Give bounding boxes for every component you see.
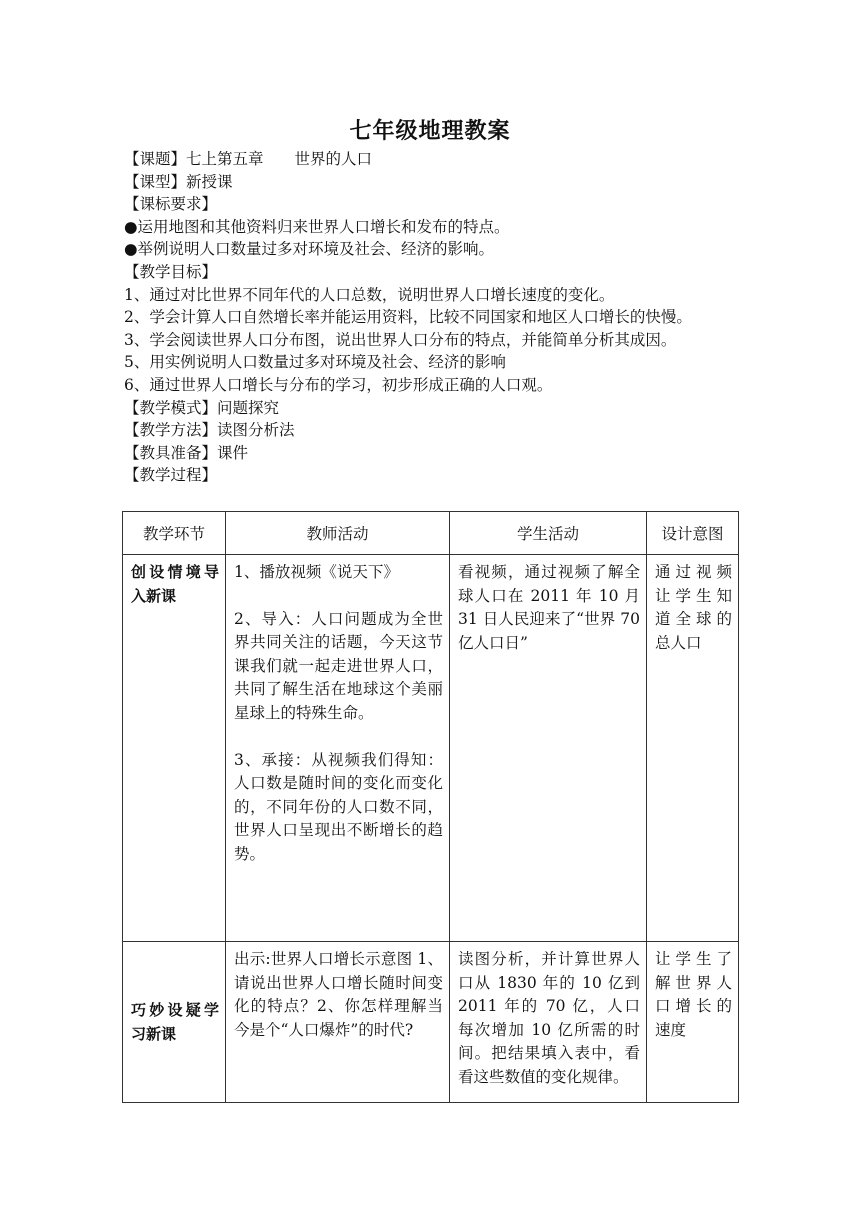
teacher-cell [226, 942, 450, 1103]
student-cell [450, 555, 647, 942]
teaching-process-table [122, 511, 739, 1103]
teacher-cell [226, 555, 450, 942]
meta-tools: 【教具准备】课件 [124, 443, 249, 462]
intent-cell [647, 942, 739, 1103]
teacher-step: 2、导入：人口问题成为全世界共同关注的话题，今天这节课我们就一起走进世界人口，共同了解生活在地球这个美丽星球上的特殊生命。 [234, 609, 443, 722]
meta-goal-6: 6、通过世界人口增长与分布的学习，初步形成正确的人口观。 [124, 375, 553, 394]
meta-goal-3: 3、学会阅读世界人口分布图，说出世界人口分布的特点，并能简单分析其成因。 [124, 330, 677, 349]
header-teacher: 教师活动 [226, 512, 450, 555]
meta-standards-heading: 【课标要求】 [124, 195, 218, 214]
meta-process-heading: 【教学过程】 [124, 466, 218, 485]
table-header-row [123, 512, 739, 555]
stage-cell [123, 555, 226, 942]
lesson-meta [124, 148, 744, 487]
header-student: 学生活动 [450, 512, 647, 555]
student-activity: 读图分析，并计算世界人口从 1830 年的 10 亿到 2011 年的 70 亿，人口每次增加 10 亿所需的时间。把结果填入表中，看看这些数值的变化规律。 [458, 950, 640, 1086]
student-cell [450, 942, 647, 1103]
table-row [123, 942, 739, 1103]
intent-cell [647, 555, 739, 942]
student-activity: 看视频，通过视频了解全球人口在 2011 年 10 月 31 日人民迎来了“世界 70 亿人口日” [458, 563, 640, 652]
stage-label: 创设情境导入新课 [131, 563, 219, 605]
meta-method: 【教学方法】读图分析法 [124, 421, 295, 440]
teacher-step: 3、承接：从视频我们得知：人口数是随时间的变化而变化的，不同年份的人口数不同，世界人口呈现出不断增长的趋势。 [234, 750, 443, 863]
meta-topic: 【课题】七上第五章 世界的人口 [124, 150, 373, 168]
table-row [123, 555, 739, 942]
document-title: 七年级地理教案 [349, 118, 511, 144]
meta-goal-1: 1、通过对比世界不同年代的人口总数，说明世界人口增长速度的变化。 [124, 285, 615, 304]
stage-cell [123, 942, 226, 1103]
header-stage: 教学环节 [123, 512, 226, 555]
meta-goals-heading: 【教学目标】 [124, 262, 218, 281]
header-intent: 设计意图 [647, 512, 739, 555]
meta-standard-1: ●运用地图和其他资料归来世界人口增长和发布的特点。 [124, 217, 510, 236]
meta-goal-2: 2、学会计算人口自然增长率并能运用资料，比较不同国家和地区人口增长的快慢。 [124, 308, 692, 327]
meta-standard-2: ●举例说明人口数量过多对环境及社会、经济的影响。 [124, 240, 495, 259]
teacher-step: 出示:世界人口增长示意图 1、请说出世界人口增长随时间变化的特点？2、你怎样理解当今是个“人口爆炸”的时代? [234, 950, 443, 1039]
meta-mode: 【教学模式】问题探究 [124, 398, 280, 417]
teacher-step: 1、播放视频《说天下》 [234, 563, 399, 581]
design-intent: 通过视频让学生知道全球的总人口 [655, 563, 732, 652]
design-intent: 让学生了解世界人口增长的速度 [655, 950, 732, 1039]
stage-label: 巧妙设疑学习新课 [131, 1001, 219, 1043]
meta-goal-5: 5、用实例说明人口数量过多对环境及社会、经济的影响 [124, 353, 506, 372]
meta-type: 【课型】新授课 [124, 172, 233, 191]
